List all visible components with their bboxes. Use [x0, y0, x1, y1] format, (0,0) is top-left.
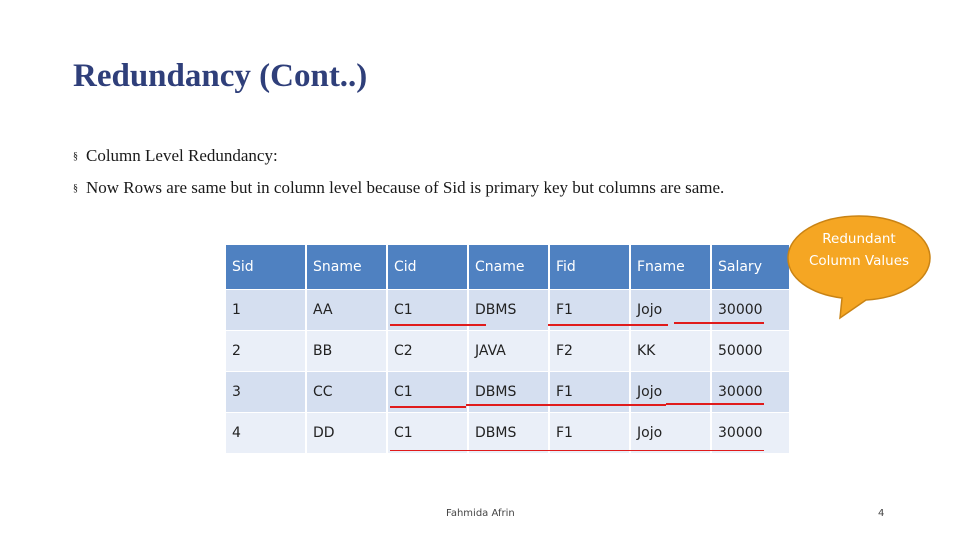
- table-cell: 30000: [712, 372, 789, 412]
- redundancy-underline: [548, 324, 668, 326]
- table-cell: Jojo: [631, 413, 710, 453]
- page-number: 4: [878, 508, 885, 519]
- header-cell: Fname: [631, 245, 710, 289]
- bullet-text: Now Rows are same but in column level because of Sid is primary key but columns are same.: [86, 178, 725, 197]
- table-cell: C1: [388, 372, 467, 412]
- table-cell: Jojo: [631, 290, 710, 330]
- redundancy-underline: [390, 324, 486, 326]
- table-cell: 30000: [712, 413, 789, 453]
- header-cell: Sname: [307, 245, 386, 289]
- table-cell: Jojo: [631, 372, 710, 412]
- redundancy-underline: [390, 450, 764, 451]
- table-cell: 3: [226, 372, 305, 412]
- table-cell: F1: [550, 372, 629, 412]
- redundancy-underline: [666, 403, 764, 405]
- redundancy-underline: [466, 404, 666, 406]
- header-cell: Cname: [469, 245, 548, 289]
- redundancy-underline: [674, 322, 764, 324]
- table-row: [226, 372, 789, 412]
- bullet-text: Column Level Redundancy:: [86, 146, 278, 165]
- table-row: [226, 331, 789, 371]
- table-cell: F2: [550, 331, 629, 371]
- table-row: [226, 413, 789, 453]
- table-cell: C1: [388, 290, 467, 330]
- redundancy-underline: [390, 406, 466, 408]
- table-cell: F1: [550, 290, 629, 330]
- table-cell: AA: [307, 290, 386, 330]
- callout-text: Redundant Column Values: [808, 231, 910, 269]
- table-cell: KK: [631, 331, 710, 371]
- table-cell: C2: [388, 331, 467, 371]
- table-cell: 2: [226, 331, 305, 371]
- header-cell: Salary: [712, 245, 789, 289]
- header-cell: Fid: [550, 245, 629, 289]
- table-cell: DBMS: [469, 372, 548, 412]
- footer-author: Fahmida Afrin: [446, 508, 515, 519]
- bullet-item: [73, 178, 724, 198]
- table-cell: BB: [307, 331, 386, 371]
- table-cell: DBMS: [469, 413, 548, 453]
- table-cell: 1: [226, 290, 305, 330]
- table-cell: 4: [226, 413, 305, 453]
- table-cell: DBMS: [469, 290, 548, 330]
- table-cell: DD: [307, 413, 386, 453]
- table-row: [226, 290, 789, 330]
- header-cell: Sid: [226, 245, 305, 289]
- table-header-row: [226, 245, 789, 289]
- table-cell: 50000: [712, 331, 789, 371]
- header-cell: Cid: [388, 245, 467, 289]
- table-cell: F1: [550, 413, 629, 453]
- redundant-values-callout: [786, 214, 932, 320]
- table-cell: CC: [307, 372, 386, 412]
- table-cell: JAVA: [469, 331, 548, 371]
- data-table: [224, 244, 791, 454]
- bullet-marker: §: [73, 183, 78, 194]
- slide-title: Redundancy (Cont..): [73, 58, 368, 94]
- table-cell: 30000: [712, 290, 789, 330]
- bullet-item: [73, 146, 278, 166]
- table-cell: C1: [388, 413, 467, 453]
- bullet-marker: §: [73, 151, 78, 162]
